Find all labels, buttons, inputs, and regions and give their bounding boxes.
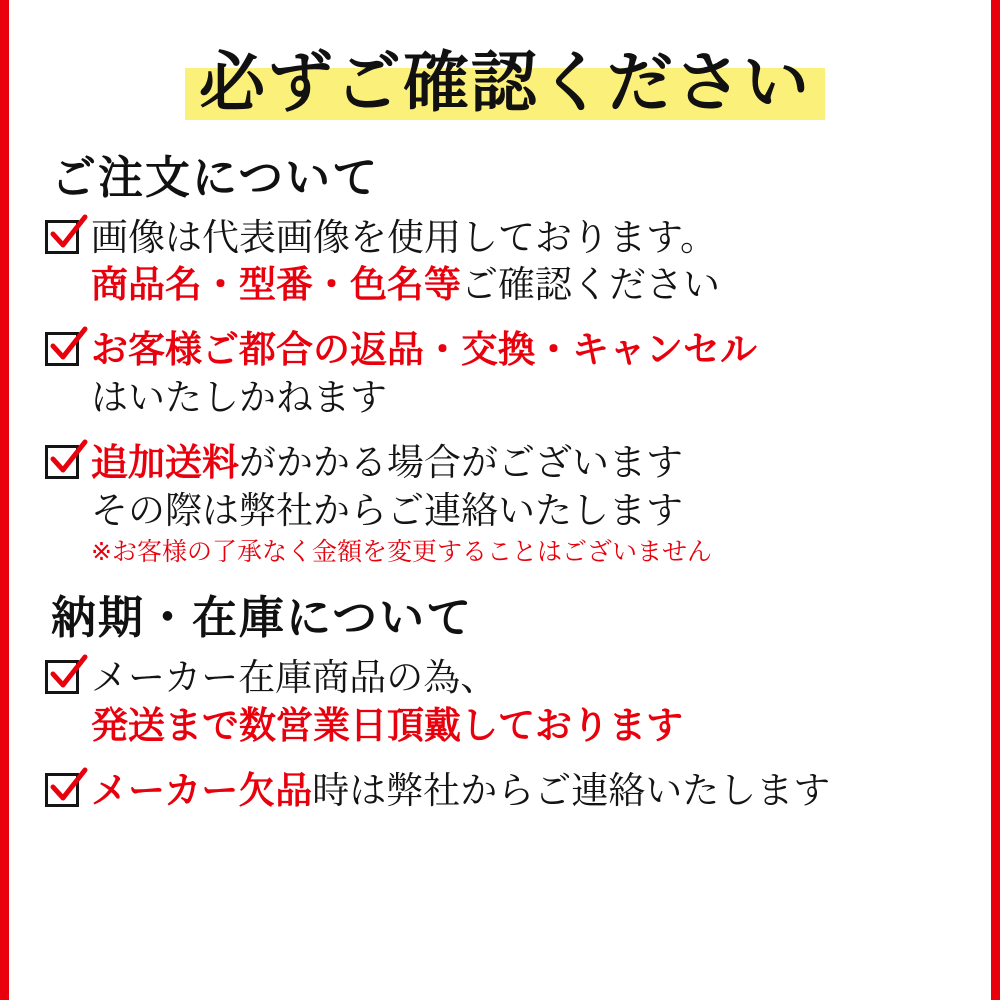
check-mark-icon: [47, 654, 89, 696]
list-item-line: [91, 654, 965, 701]
check-mark-icon: [47, 214, 89, 256]
section-heading-orders: ご注文について: [51, 151, 380, 204]
page-title: [185, 44, 825, 126]
list-item-line: [91, 326, 965, 373]
line-segment-red: 商品名・型番・色名等: [91, 263, 461, 307]
check-mark-icon: [47, 767, 89, 809]
list-item: [45, 439, 965, 568]
list-item-lines: [91, 654, 965, 749]
list-item-line: [91, 214, 965, 261]
list-item-line: [91, 439, 965, 486]
list-item-line: [91, 702, 965, 749]
line-segment: メーカー在庫商品の為、: [91, 656, 498, 700]
checkbox-checked-icon: [45, 660, 83, 698]
line-segment: その際は弊社からご連絡いたします: [91, 488, 683, 532]
list-item-lines: [91, 214, 965, 309]
line-segment-red: 追加送料: [91, 441, 239, 485]
checkbox-checked-icon: [45, 773, 83, 811]
page-title-wrapper: [45, 44, 965, 126]
check-mark-icon: [47, 439, 89, 481]
line-segment-red: 発送まで数営業日頂戴しております: [91, 703, 683, 747]
list-item: [45, 326, 965, 421]
list-item-lines: [91, 439, 965, 568]
right-red-border: [991, 0, 1000, 1000]
checkbox-checked-icon: [45, 332, 83, 370]
checkbox-checked-icon: [45, 220, 83, 258]
list-item: [45, 767, 965, 814]
line-segment-red: お客様ご都合の返品・交換・キャンセル: [91, 328, 757, 372]
list-item-lines: [91, 326, 965, 421]
list-item-line: [91, 261, 965, 308]
line-segment: はいたしかねます: [91, 375, 387, 419]
line-segment: ご確認ください: [461, 263, 720, 307]
line-segment: がかかる場合がございます: [239, 441, 683, 485]
checkbox-checked-icon: [45, 445, 83, 483]
line-segment: 時は弊社からご連絡いたします: [312, 768, 831, 812]
left-red-border: [0, 0, 9, 1000]
page-title-text: 必ずご確認ください: [199, 44, 811, 121]
list-item-lines: [91, 767, 965, 814]
list-item-line: [91, 487, 965, 534]
check-mark-icon: [47, 326, 89, 368]
line-segment: 画像は代表画像を使用しております。: [91, 215, 718, 259]
section-heading-delivery: 納期・在庫について: [51, 591, 474, 645]
list-item-note: ※お客様の了承なく金額を変更することはございません: [91, 536, 712, 566]
list-item-line: [91, 767, 965, 814]
list-item: [45, 214, 965, 309]
list-item: [45, 654, 965, 749]
notice-content: [9, 0, 991, 1000]
line-segment-red: メーカー欠品: [91, 768, 313, 812]
list-item-line: [91, 374, 965, 421]
